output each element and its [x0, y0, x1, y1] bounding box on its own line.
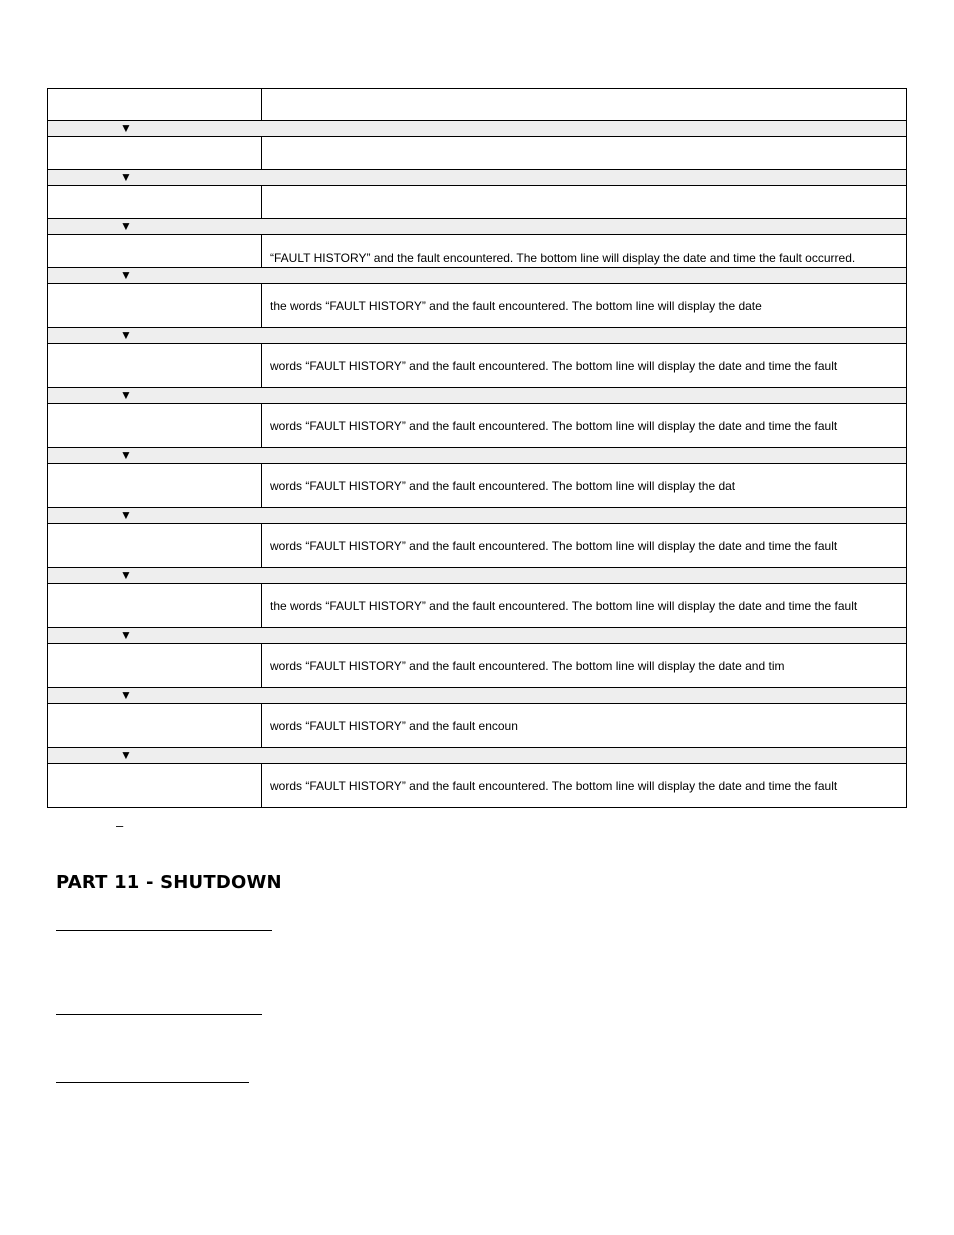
table-row [47, 764, 907, 808]
down-arrow-icon: ▼ [120, 568, 132, 582]
row-description-cell: the words “FAULT HISTORY” and the fault encountered. The bottom line will display the date [270, 298, 762, 313]
down-arrow-icon: ▼ [120, 448, 132, 462]
row-label-cell [48, 584, 262, 627]
down-arrow-icon: ▼ [120, 328, 132, 342]
down-arrow-icon: ▼ [120, 219, 132, 233]
table-row [47, 88, 907, 121]
row-description-cell [262, 186, 906, 218]
table-row [47, 644, 907, 688]
row-label-cell [48, 764, 262, 807]
row-description-cell: “FAULT HISTORY” and the fault encountered. The bottom line will display the date and time the fault occurred. [270, 251, 856, 265]
flow-arrow-row [47, 688, 907, 704]
row-description-cell: the words “FAULT HISTORY” and the fault encountered. The bottom line will display the date and time the fault [270, 598, 858, 613]
row-description-cell [262, 137, 906, 169]
row-label-cell [48, 137, 262, 169]
flow-arrow-row [47, 448, 907, 464]
row-label-cell [48, 644, 262, 687]
row-description-cell: words “FAULT HISTORY” and the fault encountered. The bottom line will display the dat [270, 478, 736, 493]
trailing-mark: – [116, 818, 124, 833]
row-description-cell: words “FAULT HISTORY” and the fault encountered. The bottom line will display the date and time the fault [270, 418, 838, 433]
underline-rule-3 [56, 1082, 249, 1083]
row-description-cell: words “FAULT HISTORY” and the fault encoun [270, 718, 518, 733]
table-row [47, 235, 907, 268]
flow-arrow-row [47, 748, 907, 764]
fault-history-flow-table [47, 88, 907, 808]
table-row [47, 284, 907, 328]
flow-arrow-row [47, 328, 907, 344]
down-arrow-icon: ▼ [120, 628, 132, 642]
flow-arrow-row [47, 268, 907, 284]
down-arrow-icon: ▼ [120, 268, 132, 282]
flow-arrow-row [47, 170, 907, 186]
table-row [47, 137, 907, 170]
table-row [47, 584, 907, 628]
row-description-cell: words “FAULT HISTORY” and the fault encountered. The bottom line will display the date and time the fault [270, 358, 838, 373]
table-row [47, 524, 907, 568]
table-row [47, 404, 907, 448]
row-label-cell [48, 704, 262, 747]
table-row [47, 464, 907, 508]
row-label-cell [48, 235, 262, 267]
underline-rule-2 [56, 1014, 262, 1015]
row-label-cell [48, 464, 262, 507]
flow-arrow-row [47, 628, 907, 644]
flow-arrow-row [47, 508, 907, 524]
down-arrow-icon: ▼ [120, 121, 132, 135]
section-heading: PART 11 - SHUTDOWN [56, 872, 282, 893]
row-label-cell [48, 284, 262, 327]
row-description-cell [262, 89, 906, 120]
row-description-cell: words “FAULT HISTORY” and the fault encountered. The bottom line will display the date and time the fault [270, 538, 838, 553]
row-label-cell [48, 186, 262, 218]
table-row [47, 344, 907, 388]
row-description-cell: words “FAULT HISTORY” and the fault encountered. The bottom line will display the date and time the fault [270, 778, 838, 793]
down-arrow-icon: ▼ [120, 688, 132, 702]
flow-arrow-row [47, 388, 907, 404]
flow-arrow-row [47, 121, 907, 137]
table-row [47, 704, 907, 748]
row-label-cell [48, 344, 262, 387]
table-row [47, 186, 907, 219]
underline-rule-1 [56, 930, 272, 931]
down-arrow-icon: ▼ [120, 508, 132, 522]
down-arrow-icon: ▼ [120, 388, 132, 402]
flow-arrow-row [47, 568, 907, 584]
row-description-cell: words “FAULT HISTORY” and the fault encountered. The bottom line will display the date and tim [270, 658, 785, 673]
flow-arrow-row [47, 219, 907, 235]
row-label-cell [48, 89, 262, 120]
row-label-cell [48, 524, 262, 567]
row-label-cell [48, 404, 262, 447]
down-arrow-icon: ▼ [120, 748, 132, 762]
down-arrow-icon: ▼ [120, 170, 132, 184]
